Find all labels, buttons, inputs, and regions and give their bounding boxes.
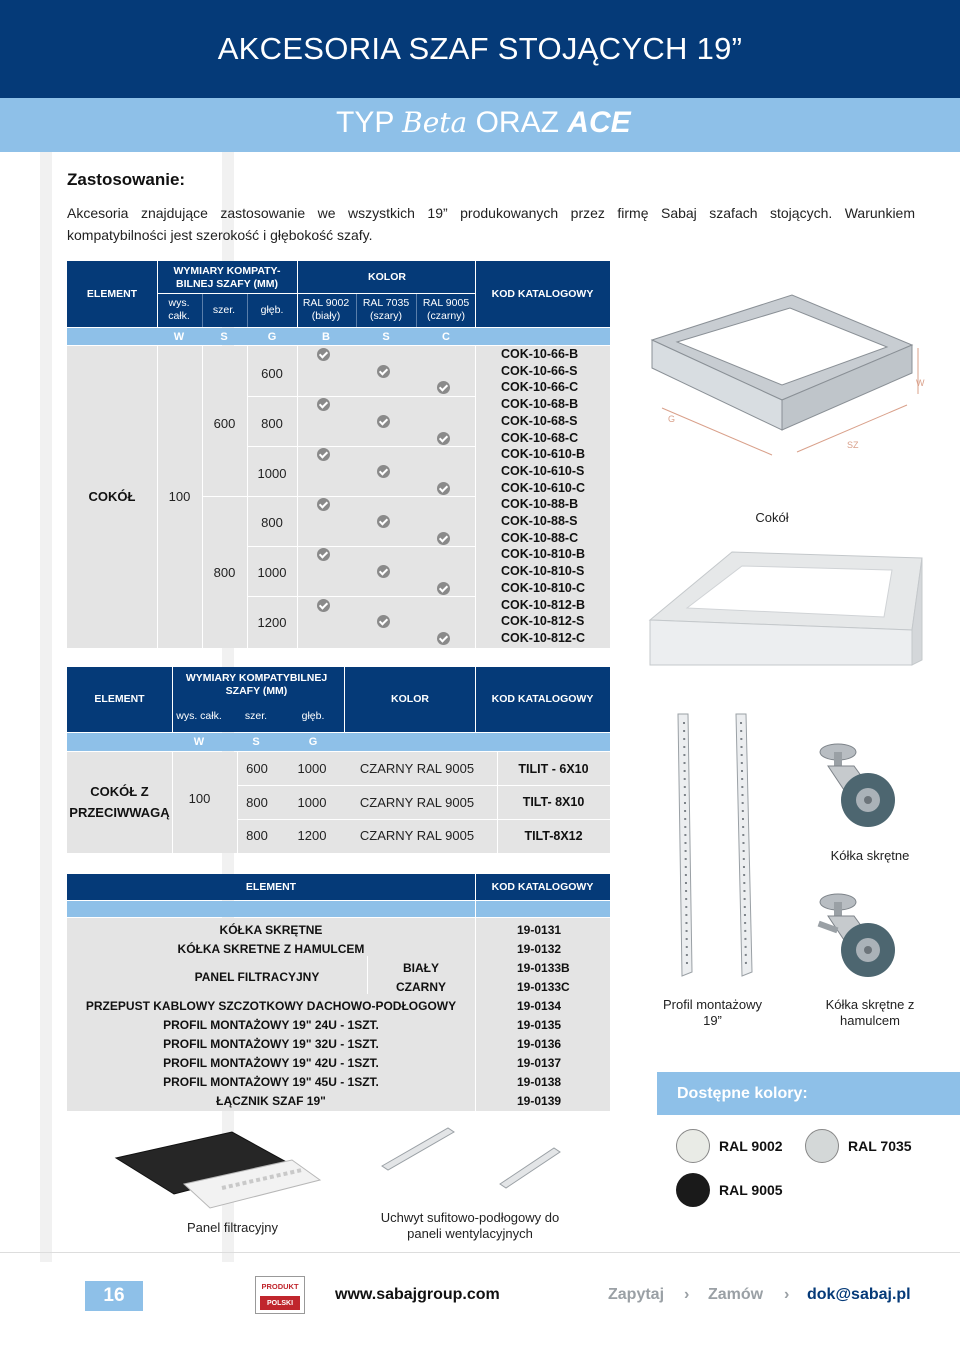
check-icon bbox=[437, 532, 450, 545]
col-kod: KOD KATALOGOWY bbox=[475, 874, 610, 900]
col-kolor: KOLOR bbox=[345, 667, 475, 732]
check-icon bbox=[377, 415, 390, 428]
section-text: Akcesoria znajdujące zastosowanie we wszystkich 19” produkowanych przez firmę Sabaj szafach stojących. Warunkiem kompatybilności jest szerokość i głębokość szafy. bbox=[67, 205, 915, 243]
catalog-code: 19-0133B bbox=[517, 960, 570, 975]
profil-drawing bbox=[650, 710, 730, 980]
catalog-code: 19-0135 bbox=[517, 1017, 562, 1032]
chevron-right-icon: › bbox=[784, 1286, 790, 1303]
profil-drawing-2 bbox=[730, 710, 770, 980]
page-subtitle bbox=[336, 106, 631, 140]
color-value: CZARNY RAL 9005 bbox=[359, 794, 475, 810]
label-ral7035: RAL 7035 bbox=[848, 1138, 912, 1154]
divider bbox=[247, 596, 475, 597]
panel-image bbox=[112, 1128, 322, 1218]
col-kod: KOD KATALOGOWY bbox=[475, 261, 610, 327]
col-kolor: KOLOR bbox=[299, 265, 475, 289]
caption-panel: Panel filtracyjny bbox=[186, 1220, 279, 1235]
catalog-code: 19-0138 bbox=[517, 1074, 562, 1089]
col-wys: wys. całk. bbox=[174, 701, 224, 731]
background-bar bbox=[40, 152, 52, 1262]
check-icon bbox=[317, 398, 330, 411]
check-icon bbox=[437, 482, 450, 495]
divider bbox=[157, 261, 158, 327]
divider bbox=[297, 346, 298, 648]
catalog-code: 19-0134 bbox=[517, 998, 562, 1013]
email-link[interactable]: dok@sabaj.pl bbox=[807, 1286, 911, 1303]
depth-1000: 1000 bbox=[257, 465, 287, 481]
divider bbox=[475, 346, 476, 648]
table-akcesoria bbox=[67, 874, 610, 1111]
catalog-code: COK-10-66-S bbox=[501, 363, 578, 378]
badge-top: PRODUKT bbox=[261, 1282, 299, 1291]
catalog-code: COK-10-88-B bbox=[501, 497, 579, 512]
col-ral9005: RAL 9005 (czarny) bbox=[417, 295, 475, 325]
depth-1000: 1000 bbox=[257, 564, 287, 580]
width-600: 600 bbox=[213, 415, 236, 431]
catalog-code: COK-10-66-B bbox=[501, 347, 579, 361]
sub-w: W bbox=[174, 733, 224, 751]
catalog-code: COK-10-610-S bbox=[501, 463, 585, 478]
element-variant: BIAŁY bbox=[403, 960, 439, 975]
profil-image bbox=[650, 710, 730, 980]
check-icon bbox=[317, 348, 330, 361]
kolka-hamulec-image bbox=[808, 888, 908, 988]
check-icon bbox=[377, 465, 390, 478]
col-ral9002: RAL 9002 (biały) bbox=[297, 295, 355, 325]
label-ral9005: RAL 9005 bbox=[719, 1182, 783, 1198]
element-name: PROFIL MONTAŻOWY 19" 45U - 1SZT. bbox=[163, 1074, 379, 1089]
subtitle-oraz: ORAZ bbox=[475, 106, 559, 139]
divider bbox=[475, 874, 476, 900]
col-element: ELEMENT bbox=[67, 667, 172, 732]
subtitle-beta: Beta bbox=[402, 106, 468, 139]
sub-w: W bbox=[159, 328, 199, 345]
catalog-code: COK-10-810-S bbox=[501, 564, 585, 579]
catalog-code: TILT- 8X10 bbox=[522, 795, 585, 809]
depth-800: 800 bbox=[261, 514, 283, 530]
panel-drawing bbox=[112, 1128, 322, 1218]
col-gleb: głęb. bbox=[287, 701, 339, 731]
divider bbox=[344, 667, 345, 732]
divider bbox=[172, 667, 173, 732]
col-element: ELEMENT bbox=[67, 874, 475, 900]
catalog-code: 19-0131 bbox=[517, 922, 562, 937]
caption-uchwyt: Uchwyt sufitowo-podłogowy do paneli wentylacyjnych bbox=[380, 1210, 560, 1241]
page-title: AKCESORIA SZAF STOJĄCYCH 19” bbox=[0, 0, 960, 98]
element-name: ŁĄCZNIK SZAF 19" bbox=[216, 1093, 326, 1108]
check-icon bbox=[437, 582, 450, 595]
uchwyt-drawing-1 bbox=[378, 1122, 458, 1172]
col-element: ELEMENT bbox=[67, 261, 157, 327]
element-name: PANEL FILTRACYJNY bbox=[194, 970, 320, 984]
caption-cokol: Cokół bbox=[755, 510, 789, 525]
depth-value: 1000 bbox=[297, 794, 327, 810]
label-ral9002: RAL 9002 bbox=[719, 1138, 783, 1154]
catalog-code: TILIT - 6X10 bbox=[518, 761, 589, 776]
divider bbox=[247, 294, 248, 327]
sub-s: S bbox=[230, 733, 282, 751]
divider bbox=[247, 546, 475, 547]
catalog-code: COK-10-812-S bbox=[501, 614, 585, 629]
divider bbox=[416, 294, 417, 327]
catalog-code: COK-10-810-C bbox=[501, 580, 586, 595]
diagram-sz: SZ bbox=[847, 440, 859, 450]
divider bbox=[202, 346, 203, 648]
sub-b: B bbox=[297, 328, 355, 345]
profil-image-2 bbox=[730, 710, 770, 980]
badge-bottom: POLSKI bbox=[260, 1296, 300, 1310]
element-variant: CZARNY bbox=[396, 979, 446, 994]
diagram-g: G bbox=[668, 414, 676, 424]
uchwyt-image-1 bbox=[378, 1122, 458, 1172]
chevron-right-icon: › bbox=[684, 1286, 690, 1303]
width-value: 600 bbox=[246, 761, 268, 776]
col-dims: WYMIARY KOMPATYBILNEJ SZAFY (MM) bbox=[179, 670, 334, 700]
catalog-code: COK-10-66-C bbox=[501, 380, 579, 395]
zamow-link[interactable]: Zamów bbox=[708, 1286, 764, 1303]
element-name: PRZEPUST KABLOWY SZCZOTKOWY DACHOWO-PODŁOGOWY bbox=[85, 998, 457, 1013]
height-value: 100 bbox=[188, 790, 211, 806]
caption-kolka-hamulec: Kółka skrętne z hamulcem bbox=[825, 997, 915, 1028]
catalog-code: COK-10-68-S bbox=[501, 413, 578, 428]
catalog-code: COK-10-810-B bbox=[501, 547, 586, 562]
website-link[interactable]: www.sabajgroup.com bbox=[335, 1286, 500, 1303]
sub-g: G bbox=[247, 328, 297, 345]
col-szer: szer. bbox=[230, 701, 282, 731]
check-icon bbox=[377, 565, 390, 578]
kolka-image bbox=[808, 738, 908, 838]
catalog-code: COK-10-812-B bbox=[501, 597, 586, 612]
catalog-code: 19-0136 bbox=[517, 1036, 562, 1051]
col-kod: KOD KATALOGOWY bbox=[475, 667, 610, 732]
footer-divider bbox=[0, 1252, 960, 1253]
depth-800: 800 bbox=[261, 415, 283, 431]
divider bbox=[247, 396, 475, 397]
subtitle-bar bbox=[0, 98, 960, 152]
divider bbox=[157, 293, 475, 294]
divider bbox=[475, 901, 476, 917]
divider bbox=[475, 667, 476, 732]
divider bbox=[247, 346, 248, 648]
check-icon bbox=[437, 632, 450, 645]
swatch-ral7035 bbox=[805, 1129, 839, 1163]
check-icon bbox=[437, 432, 450, 445]
col-szer: szer. bbox=[203, 295, 245, 325]
element-name: KÓŁKA SKRETNE Z HAMULCEM bbox=[177, 941, 365, 956]
depth-value: 1200 bbox=[297, 828, 327, 843]
depth-1200: 1200 bbox=[257, 614, 287, 630]
element-przeciwwaga: COKÓŁ Z PRZECIWWAGĄ bbox=[69, 784, 170, 820]
catalog-code: COK-10-610-B bbox=[501, 447, 586, 462]
width-value: 800 bbox=[246, 794, 268, 810]
divider bbox=[356, 294, 357, 327]
catalog-code: COK-10-68-C bbox=[501, 430, 579, 445]
caption-profil: Profil montażowy 19” bbox=[663, 997, 762, 1028]
swatch-ral9002 bbox=[676, 1129, 710, 1163]
table-przeciwwaga bbox=[67, 667, 610, 853]
element-name: PROFIL MONTAŻOWY 19" 42U - 1SZT. bbox=[163, 1055, 379, 1070]
sub-g: G bbox=[287, 733, 339, 751]
element-name: KÓŁKA SKRĘTNE bbox=[219, 922, 323, 937]
caster-drawing bbox=[808, 738, 908, 838]
divider bbox=[202, 496, 475, 497]
cokol-drawing bbox=[622, 290, 952, 670]
depth-600: 600 bbox=[261, 365, 283, 381]
page-number: 16 bbox=[85, 1281, 143, 1311]
uchwyt-drawing-2 bbox=[494, 1140, 564, 1190]
section-heading: Zastosowanie: bbox=[67, 170, 186, 189]
catalog-code: COK-10-610-C bbox=[501, 480, 586, 495]
zapytaj-link[interactable]: Zapytaj bbox=[608, 1286, 665, 1303]
catalog-code: 19-0132 bbox=[517, 941, 562, 956]
width-value: 800 bbox=[246, 828, 268, 843]
divider bbox=[202, 294, 203, 327]
check-icon bbox=[317, 599, 330, 612]
diagram-w: W bbox=[916, 378, 925, 388]
subtitle-ace: ACE bbox=[567, 106, 631, 139]
divider bbox=[297, 261, 298, 327]
table-subheader bbox=[67, 901, 610, 917]
uchwyt-image-2 bbox=[494, 1140, 564, 1190]
element-name: PROFIL MONTAŻOWY 19" 24U - 1SZT. bbox=[163, 1017, 379, 1032]
col-wys: wys. całk. bbox=[159, 295, 199, 325]
catalog-code: COK-10-812-C bbox=[501, 630, 586, 645]
cokol-image bbox=[622, 290, 952, 670]
catalog-code: 19-0133C bbox=[517, 979, 570, 994]
col-dims: WYMIARY KOMPATY-BILNEJ SZAFY (MM) bbox=[167, 263, 287, 293]
divider bbox=[475, 261, 476, 327]
swatch-ral9005 bbox=[676, 1173, 710, 1207]
depth-value: 1000 bbox=[297, 761, 327, 776]
element-cokol: COKÓŁ bbox=[88, 488, 136, 504]
sub-c: C bbox=[417, 328, 475, 345]
catalog-code: TILT-8X12 bbox=[524, 828, 583, 843]
color-value: CZARNY RAL 9005 bbox=[359, 828, 475, 843]
table-cokol bbox=[67, 261, 610, 648]
width-800: 800 bbox=[213, 564, 236, 580]
check-icon bbox=[377, 365, 390, 378]
color-value: CZARNY RAL 9005 bbox=[359, 761, 475, 776]
colors-heading: Dostępne kolory: bbox=[657, 1072, 960, 1115]
height-value: 100 bbox=[168, 488, 191, 504]
produkt-polski-badge bbox=[255, 1276, 305, 1314]
catalog-code: COK-10-68-B bbox=[501, 397, 579, 412]
subtitle-typ: TYP bbox=[336, 106, 394, 139]
divider bbox=[247, 446, 475, 447]
col-ral7035: RAL 7035 (szary) bbox=[357, 295, 415, 325]
catalog-code: 19-0139 bbox=[517, 1093, 562, 1108]
catalog-code: 19-0137 bbox=[517, 1055, 562, 1070]
col-gleb: głęb. bbox=[247, 295, 297, 325]
catalog-code: COK-10-88-C bbox=[501, 530, 579, 545]
caster-brake-drawing bbox=[808, 888, 908, 988]
catalog-code: COK-10-88-S bbox=[501, 514, 578, 528]
sub-s: S bbox=[203, 328, 245, 345]
element-name: PROFIL MONTAŻOWY 19" 32U - 1SZT. bbox=[163, 1036, 379, 1051]
caption-kolka: Kółka skrętne bbox=[830, 848, 910, 863]
sub-s2: S bbox=[357, 328, 415, 345]
check-icon bbox=[377, 515, 390, 528]
